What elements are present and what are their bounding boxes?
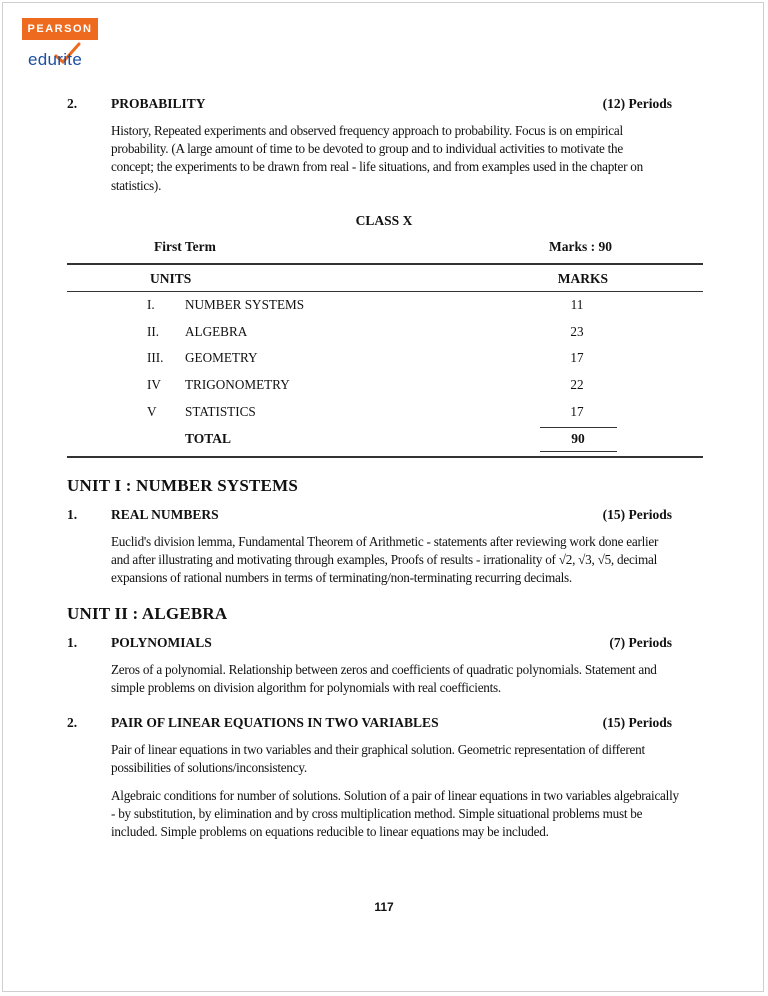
table-top-rule (67, 263, 703, 265)
unit-roman: III. (147, 350, 164, 365)
class-title: CLASS X (355, 213, 413, 228)
text-line: - by substitution, by elimination and by cross multiplication method. Simple situational problems must be (111, 806, 643, 822)
text-line: History, Repeated experiments and observed frequency approach to probability. Focus is on empirical (111, 123, 623, 138)
text-line: possibilities of solutions/inconsistency. (111, 760, 307, 776)
item-number: 1. (67, 635, 78, 650)
item-periods: (15) Periods (602, 715, 672, 730)
text-line: Zeros of a polynomial. Relationship between zeros and coefficients of quadratic polynomials. Statement and (111, 662, 657, 677)
text-line: simple problems on division algorithm for polynomials with real coefficients. (111, 680, 501, 696)
unit-marks: 11 (570, 297, 584, 312)
unit-name: NUMBER SYSTEMS (185, 297, 305, 312)
col-marks-header: MARKS (557, 271, 608, 286)
text-line: expansions of rational numbers in terms of terminating/non-terminating recurring decimals. (111, 570, 572, 586)
unit-marks: 23 (570, 324, 584, 339)
total-label: TOTAL (185, 431, 232, 446)
item-description (111, 741, 703, 777)
unit-marks: 22 (570, 377, 584, 392)
unit-name: GEOMETRY (185, 350, 258, 365)
unit-name: STATISTICS (185, 404, 256, 419)
table-row (147, 297, 617, 317)
table-row (147, 324, 617, 344)
text-line: Euclid's division lemma, Fundamental Theorem of Arithmetic - statements after reviewing work done earlier (111, 534, 659, 549)
section-periods: (12) Periods (602, 96, 672, 111)
item-periods: (15) Periods (602, 507, 672, 522)
unit-heading: UNIT I : NUMBER SYSTEMS (67, 476, 298, 495)
table-bottom-rule (67, 456, 703, 458)
unit-roman: II. (147, 324, 160, 339)
section-number: 2. (67, 96, 78, 111)
unit-roman: V (147, 404, 157, 419)
page-number: 117 (374, 900, 394, 914)
total-rule-bottom (540, 451, 617, 452)
table-row (147, 350, 617, 370)
text-line: probability. (A large amount of time to be devoted to group and to individual activities to motivate the (111, 141, 624, 157)
unit-roman: IV (147, 377, 161, 392)
total-rule-top (540, 427, 617, 428)
text-line: Pair of linear equations in two variables and their graphical solution. Geometric representation of different (111, 742, 645, 757)
unit-name: TRIGONOMETRY (185, 377, 290, 392)
unit-heading: UNIT II : ALGEBRA (67, 604, 228, 623)
term-marks: Marks : 90 (549, 239, 612, 254)
item-title: POLYNOMIALS (111, 635, 212, 650)
item-number: 1. (67, 507, 78, 522)
item-title: PAIR OF LINEAR EQUATIONS IN TWO VARIABLES (111, 715, 439, 730)
unit-name: ALGEBRA (185, 324, 248, 339)
text-line: statistics). (111, 177, 162, 193)
item-periods: (7) Periods (609, 635, 672, 650)
col-units-header: UNITS (150, 271, 192, 286)
section-title: PROBABILITY (111, 96, 206, 111)
section-description (111, 122, 703, 195)
item-description (111, 787, 703, 842)
item-number: 2. (67, 715, 78, 730)
text-line: concept; the experiments to be drawn from real - life situations, and from examples used in the chapter on (111, 159, 643, 175)
unit-marks: 17 (570, 350, 584, 365)
term-label: First Term (154, 239, 216, 254)
total-value: 90 (571, 431, 585, 446)
table-row (147, 377, 617, 397)
text-line: Algebraic conditions for number of solutions. Solution of a pair of linear equations in two variables algebraically (111, 788, 679, 803)
text-line: included. Simple problems on equations reducible to linear equations may be included. (111, 824, 549, 840)
pearson-logo-badge: PEARSON (22, 18, 98, 40)
unit-marks: 17 (570, 404, 584, 419)
edurite-wordmark: edurite (28, 50, 83, 69)
item-title: REAL NUMBERS (111, 507, 219, 522)
unit-roman: I. (147, 297, 155, 312)
table-row (147, 404, 617, 424)
text-line: and after illustrating and motivating through examples, Proofs of results - irrationality of √2, √3, √5, decimal (111, 552, 657, 568)
item-description (111, 533, 703, 588)
item-description (111, 661, 703, 697)
table-header-rule (67, 291, 703, 292)
